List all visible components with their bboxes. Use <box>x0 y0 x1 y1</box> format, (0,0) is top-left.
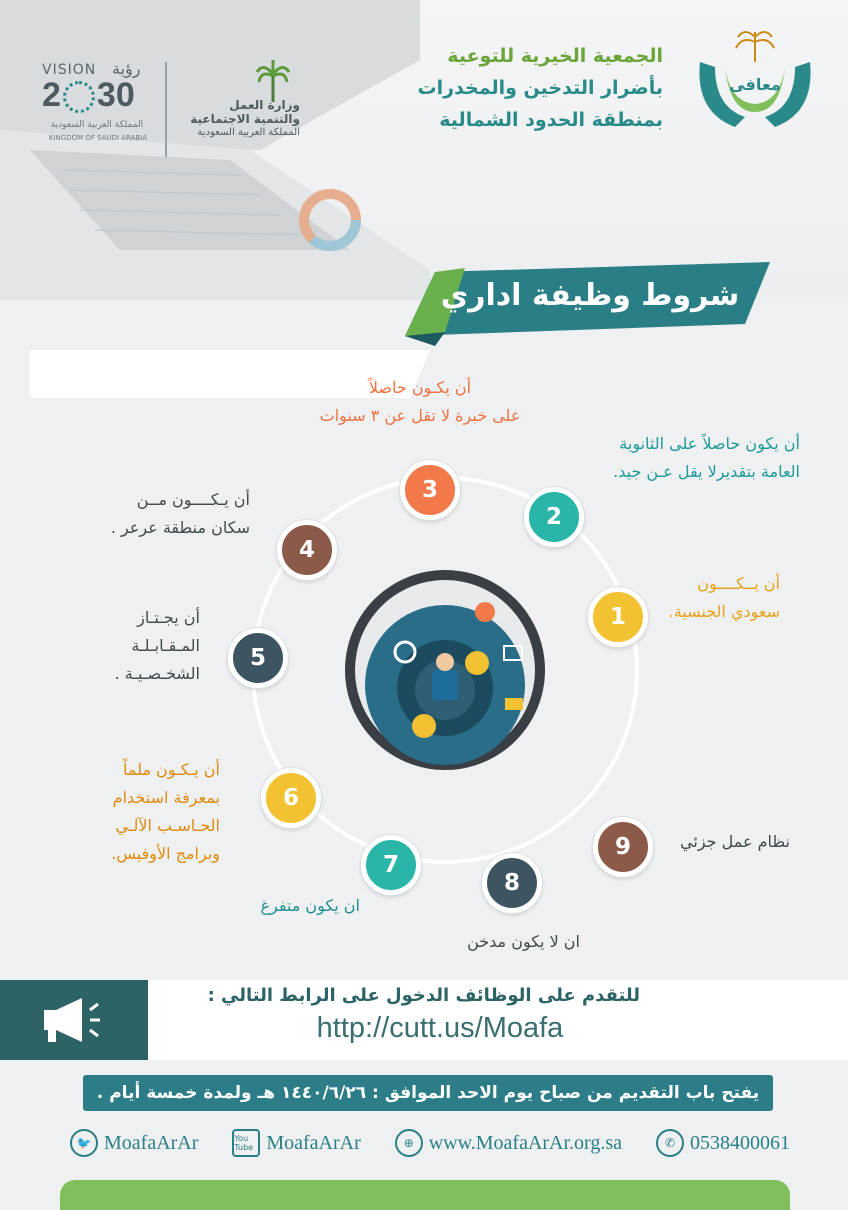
condition-text-5: أن يجـتـاز المـقـابـلـة الشخـصـيـة . <box>114 608 200 683</box>
condition-text-2: أن يكون حاصلاً على الثانوية العامة بتقديرلا يقل عـن جيد. <box>613 434 800 481</box>
youtube-contact[interactable] <box>232 1129 360 1157</box>
org-name-line-3: بمنطقة الحدود الشمالية <box>439 109 663 131</box>
condition-number-2: 2 <box>524 487 584 547</box>
youtube-icon: You Tube <box>232 1129 260 1157</box>
condition-text-7: ان يكون متفرغ <box>260 896 360 915</box>
vision-2030-logo <box>20 59 160 152</box>
phone-number: 0538400061 <box>689 1131 790 1154</box>
vision-arabic-subtitle: المملكة العربية السعودية <box>50 120 144 130</box>
megaphone-panel <box>0 980 148 1060</box>
condition-number-5: 5 <box>228 628 288 688</box>
contact-row <box>70 1125 790 1161</box>
condition-number-9: 9 <box>593 817 653 877</box>
condition-text-3: أن يكـون حاصلاً على خبرة لا تقل عن ٣ سنوات <box>319 378 521 425</box>
page-title: شروط وظيفة اداري <box>440 278 740 313</box>
ministry-line-1: وزارة العمل <box>229 98 300 112</box>
apply-link[interactable]: http://cutt.us/Moafa <box>316 1012 564 1044</box>
condition-number-6: 6 <box>261 768 321 828</box>
ministry-palm-logo <box>255 58 291 102</box>
megaphone-icon <box>0 980 148 1060</box>
ministry-line-2: والتنمية الاجتماعية <box>190 112 300 126</box>
svg-text:معافى: معافى <box>729 75 781 94</box>
ministry-name <box>180 98 300 140</box>
application-date-notice: يفتح باب التقديم من صباح يوم الاحد الموافق : ١٤٤٠/٦/٢٦ هـ ولمدة خمسة أيام . <box>83 1075 773 1111</box>
globe-icon: ⊕ <box>395 1129 423 1157</box>
twitter-handle: MoafaArAr <box>104 1131 199 1154</box>
phone-icon: ✆ <box>656 1129 684 1157</box>
condition-text-1: أن يــكــــون سعودي الجنسية. <box>668 574 780 621</box>
footer-strip <box>60 1180 790 1210</box>
condition-number-4: 4 <box>277 520 337 580</box>
condition-text-8: ان لا يكون مدخن <box>467 932 580 951</box>
condition-text-6: أن يـكـون ملماً بمعرفة استخدام الحـاسـب الآلـي وبرامج الأوفيس. <box>111 760 220 863</box>
ministry-line-3: المملكة العربية السعودية <box>197 127 300 138</box>
youtube-handle: MoafaArAr <box>266 1131 361 1154</box>
vision-arabic: رؤية <box>112 59 141 78</box>
vision-label: VISION <box>42 62 97 78</box>
logo-divider <box>165 62 167 157</box>
website-url: www.MoafaArAr.org.sa <box>428 1131 623 1154</box>
twitter-contact[interactable] <box>70 1129 198 1157</box>
twitter-icon: 🐦 <box>70 1129 98 1157</box>
vision-year-2: 2 <box>42 76 61 114</box>
vision-circle-icon <box>63 81 95 113</box>
condition-number-1: 1 <box>588 587 648 647</box>
conditions-diagram <box>0 380 848 980</box>
org-name-line-1: الجمعية الخيرية للتوعية <box>447 45 663 67</box>
condition-text-9: نظام عمل جزئي <box>680 832 790 851</box>
moafa-logo <box>690 22 820 140</box>
vision-year-30: 30 <box>96 76 135 114</box>
condition-number-8: 8 <box>482 853 542 913</box>
condition-number-3: 3 <box>400 460 460 520</box>
vision-english-subtitle: KINGDOM OF SAUDI ARABIA <box>48 134 148 142</box>
phone-contact[interactable] <box>656 1129 790 1157</box>
condition-number-7: 7 <box>361 835 421 895</box>
apply-instruction: للتقدم على الوظائف الدخول على الرابط التالي : <box>207 985 640 1006</box>
website-contact[interactable] <box>395 1129 622 1157</box>
organization-name <box>343 40 663 136</box>
org-name-line-2: بأضرار التدخين والمخدرات <box>417 77 663 99</box>
condition-text-4: أن يـكــــون مــن سكان منطقة عرعر . <box>110 490 250 537</box>
